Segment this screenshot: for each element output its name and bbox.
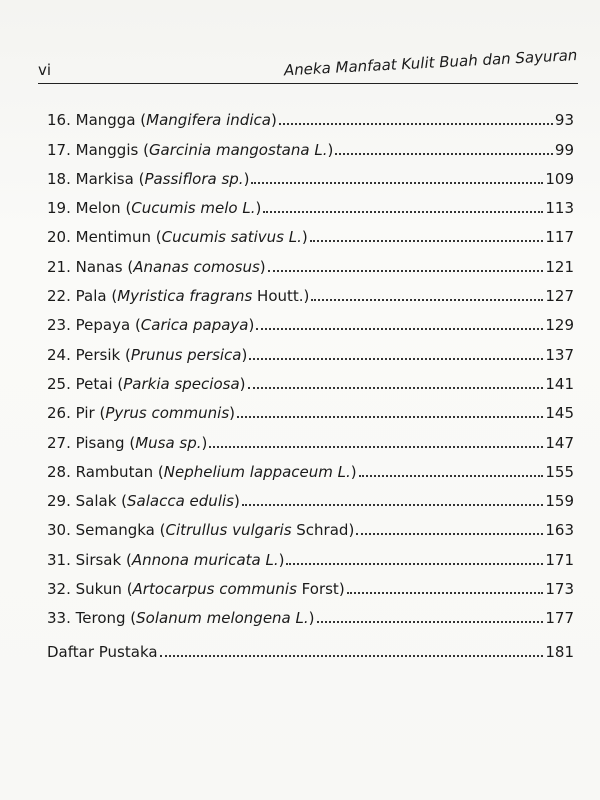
toc-entry-number: 20. (47, 228, 71, 247)
toc-entry-title: 29. Salak (Salacca edulis) (47, 492, 240, 511)
toc-entry-page: 129 (545, 316, 574, 335)
toc-entry-title: 31. Sirsak (Annona muricata L.) (47, 550, 285, 569)
toc-entry[interactable] (47, 481, 574, 510)
toc-entry-latin-name: Salacca edulis (127, 492, 234, 511)
toc-entry[interactable] (47, 393, 574, 422)
toc-entry-name: Mentimun (75, 228, 151, 247)
toc-entry-name: Sirsak (75, 550, 122, 569)
dot-leader (263, 211, 543, 213)
dot-leader (242, 504, 544, 506)
toc-entry-title: 22. Pala (Myristica fragrans Houtt.) (47, 287, 310, 306)
toc-entry-page: 113 (545, 199, 574, 218)
toc-entry-latin-name: Citrullus vulgaris (165, 521, 292, 540)
header-rule (38, 83, 578, 84)
dot-leader (356, 533, 543, 535)
toc-entry-page: 181 (545, 642, 574, 661)
toc-entry-latin-name: Parkia speciosa (123, 374, 240, 393)
toc-entry-number: 21. (47, 257, 71, 276)
toc-entry[interactable] (47, 539, 574, 568)
toc-entry-number: 24. (47, 345, 71, 364)
dot-leader (359, 475, 544, 477)
toc-entry-title: 23. Pepaya (Carica papaya) (47, 316, 255, 335)
toc-entry-name: Terong (75, 609, 126, 628)
toc-entry[interactable] (47, 246, 574, 275)
toc-entry[interactable] (47, 422, 574, 451)
toc-entry-page: 147 (545, 433, 574, 452)
toc-entry[interactable] (47, 100, 574, 129)
toc-entry-name: Mangga (75, 111, 136, 130)
page-number: vi (38, 61, 52, 79)
toc-entry-author: Schrad (291, 521, 349, 540)
dot-leader (268, 270, 544, 272)
toc-entry-title: 33. Terong (Solanum melongena L.) (47, 609, 315, 628)
toc-entry-latin-name: Cucumis sativus L. (161, 228, 302, 247)
toc-entry-latin-name: Solanum melongena L. (136, 609, 309, 628)
toc-entry-author: Forst (296, 580, 339, 599)
toc-entry-page: 159 (545, 492, 574, 511)
dot-leader (310, 240, 544, 242)
toc-entry[interactable] (47, 364, 574, 393)
toc-entry-number: 31. (47, 550, 71, 569)
toc-entry-page: 137 (545, 345, 574, 364)
toc-entry-page: 141 (545, 374, 574, 393)
toc-entry-name: Markisa (75, 169, 134, 188)
toc-entry-latin-name: Mangifera indica (146, 111, 271, 130)
toc-entry-name: Rambutan (75, 462, 154, 481)
toc-entry-title: 30. Semangka (Citrullus vulgaris Schrad) (47, 521, 355, 540)
dot-leader (317, 621, 544, 623)
dot-leader (279, 123, 553, 125)
dot-leader (286, 563, 543, 565)
dot-leader (256, 328, 543, 330)
toc-entry-number: 18. (47, 169, 71, 188)
toc-entry-latin-name: Prunus persica (130, 345, 242, 364)
toc-entry-latin-name: Artocarpus communis (132, 580, 297, 599)
toc-entry[interactable] (47, 598, 574, 627)
toc-entry-latin-name: Musa sp. (135, 433, 202, 452)
toc-entry-page: 171 (545, 550, 574, 569)
dot-leader (237, 416, 543, 418)
toc-entry[interactable] (47, 452, 574, 481)
table-of-contents (47, 100, 574, 661)
toc-entry-number: 26. (47, 404, 71, 423)
dot-leader (249, 358, 543, 360)
toc-entry-page: 117 (545, 228, 574, 247)
toc-entry-title: 28. Rambutan (Nephelium lappaceum L.) (47, 462, 357, 481)
toc-entry-number: 17. (47, 140, 71, 159)
toc-entry[interactable] (47, 569, 574, 598)
toc-entry-name: Salak (75, 492, 117, 511)
dot-leader (335, 153, 553, 155)
toc-entry-page: 177 (545, 609, 574, 628)
toc-entry-page: 173 (545, 580, 574, 599)
toc-entry[interactable] (47, 217, 574, 246)
toc-entry-latin-name: Carica papaya (140, 316, 249, 335)
toc-entry-latin-name: Pyrus communis (105, 404, 230, 423)
toc-entry-title: 24. Persik (Prunus persica) (47, 345, 248, 364)
toc-entry-title: 17. Manggis (Garcinia mangostana L.) (47, 140, 334, 159)
toc-entry-name: Melon (75, 199, 121, 218)
page-header (38, 44, 578, 84)
dot-leader (160, 655, 544, 657)
toc-entry-name: Sukun (75, 580, 122, 599)
toc-entry[interactable] (47, 159, 574, 188)
toc-entry-page: 109 (545, 169, 574, 188)
toc-entry-number: 32. (47, 580, 71, 599)
toc-entry-latin-name: Garcinia mangostana L. (148, 140, 328, 159)
toc-entry-author: Houtt. (252, 287, 304, 306)
dot-leader (347, 592, 544, 594)
toc-entry-number: 22. (47, 287, 71, 306)
dot-leader (248, 387, 544, 389)
toc-entry-name: Pisang (75, 433, 125, 452)
dot-leader (209, 446, 543, 448)
toc-entry-latin-name: Cucumis melo L. (131, 199, 256, 218)
toc-entry-title: 20. Mentimun (Cucumis sativus L.) (47, 228, 308, 247)
toc-entry-number: 28. (47, 462, 71, 481)
toc-entry-name: Pepaya (75, 316, 131, 335)
toc-entry-title: 19. Melon (Cucumis melo L.) (47, 199, 262, 218)
toc-entry-number: 33. (47, 609, 71, 628)
toc-entry-latin-name: Nephelium lappaceum L. (163, 462, 351, 481)
toc-entry-latin-name: Passiflora sp. (144, 169, 244, 188)
toc-entry-title: 27. Pisang (Musa sp.) (47, 433, 208, 452)
toc-entry-title: 32. Sukun (Artocarpus communis Forst) (47, 580, 345, 599)
toc-entry-title: 26. Pir (Pyrus communis) (47, 404, 236, 423)
toc-entry-title: 18. Markisa (Passiflora sp.) (47, 169, 250, 188)
dot-leader (251, 182, 543, 184)
toc-entry-latin-name: Annona muricata L. (131, 550, 279, 569)
toc-entry-title: 16. Mangga (Mangifera indica) (47, 111, 277, 130)
toc-entry-number: 25. (47, 374, 71, 393)
toc-entry-bibliography[interactable] (47, 631, 574, 660)
toc-entry-name: Pala (75, 287, 107, 306)
toc-entry-page: 93 (554, 111, 574, 130)
toc-entry-page: 127 (545, 287, 574, 306)
toc-entry-page: 121 (545, 257, 574, 276)
toc-entry-latin-name: Myristica fragrans (117, 287, 253, 306)
toc-entry-number: 27. (47, 433, 71, 452)
toc-entry[interactable] (47, 188, 574, 217)
toc-entry[interactable] (47, 334, 574, 363)
toc-entry-page: 155 (545, 462, 574, 481)
toc-entry-number: 19. (47, 199, 71, 218)
toc-entry-title: 25. Petai (Parkia speciosa) (47, 374, 246, 393)
toc-entry-number: 30. (47, 521, 71, 540)
dot-leader (311, 299, 543, 301)
toc-entry[interactable] (47, 510, 574, 539)
toc-entry-number: 29. (47, 492, 71, 511)
toc-entry-name: Pir (75, 404, 95, 423)
toc-entry-page: 163 (545, 521, 574, 540)
toc-entry-name: Semangka (75, 521, 155, 540)
toc-entry[interactable] (47, 276, 574, 305)
toc-entry-name: Nanas (75, 257, 123, 276)
toc-entry-title: Daftar Pustaka (47, 642, 158, 661)
running-title: Aneka Manfaat Kulit Buah dan Sayuran (283, 46, 578, 80)
toc-entry-name: Manggis (75, 140, 139, 159)
toc-entry[interactable] (47, 129, 574, 158)
toc-entry-number: 23. (47, 316, 71, 335)
toc-entry-number: 16. (47, 111, 71, 130)
toc-entry-page: 145 (545, 404, 574, 423)
toc-entry-page: 99 (554, 140, 574, 159)
toc-entry-name: Persik (75, 345, 121, 364)
toc-entry[interactable] (47, 305, 574, 334)
toc-entry-title: 21. Nanas (Ananas comosus) (47, 257, 266, 276)
toc-entry-latin-name: Ananas comosus (133, 257, 260, 276)
toc-entry-name: Petai (75, 374, 113, 393)
